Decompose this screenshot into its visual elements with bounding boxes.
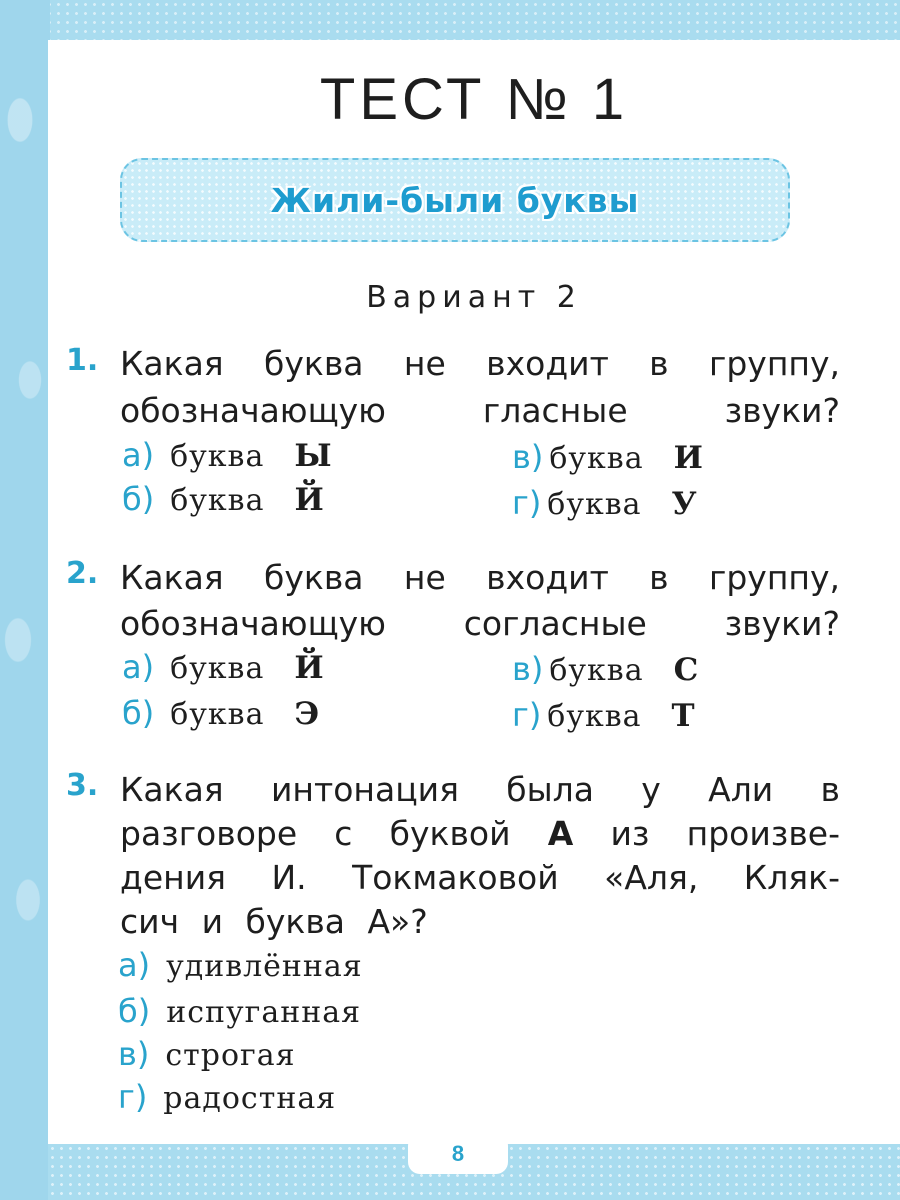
question-3-line-2-post: из произве- xyxy=(610,814,840,853)
option-answer: У xyxy=(671,486,697,522)
question-3-bold-letter: А xyxy=(547,814,574,853)
question-1-number: 1. xyxy=(66,343,99,378)
decorative-side-border xyxy=(0,0,50,1200)
option-word: буква xyxy=(549,653,644,688)
question-2-option-g[interactable] xyxy=(512,696,695,734)
test-title: ТЕСТ № 1 xyxy=(319,67,629,132)
question-3-line-4: сич и буква А»? xyxy=(120,902,428,941)
question-2-line-2: обозначающую согласные звуки? xyxy=(120,604,840,643)
option-text: радостная xyxy=(163,1081,337,1116)
question-3-option-b[interactable] xyxy=(118,992,361,1030)
option-word: буква xyxy=(549,441,644,476)
option-word: буква xyxy=(170,483,265,518)
option-answer: Й xyxy=(294,650,324,686)
option-letter: а) xyxy=(122,436,155,474)
question-1-line-2: обозначающую гласные звуки? xyxy=(120,391,840,430)
page-number-tab xyxy=(408,1134,508,1174)
option-letter: в) xyxy=(512,438,544,476)
option-word: буква xyxy=(547,699,642,734)
question-1-option-g[interactable] xyxy=(512,484,697,522)
option-letter: в) xyxy=(512,650,544,688)
topic-banner xyxy=(120,158,790,242)
question-1-option-a[interactable] xyxy=(122,436,332,474)
question-3-line-2-pre: разговоре с буквой xyxy=(120,814,511,853)
question-2-number: 2. xyxy=(66,556,99,591)
question-3-option-a[interactable] xyxy=(118,946,363,984)
topic-banner-text: Жили-были буквы xyxy=(270,180,640,220)
option-answer: И xyxy=(673,440,703,476)
question-1-option-b[interactable] xyxy=(122,480,324,518)
option-text: строгая xyxy=(165,1038,296,1073)
option-letter: б) xyxy=(118,992,151,1030)
option-answer: Ы xyxy=(294,438,332,474)
question-1-line-1: Какая буква не входит в группу, xyxy=(120,344,840,383)
option-answer: Э xyxy=(294,696,320,732)
question-2-option-v[interactable] xyxy=(512,650,698,688)
option-answer: С xyxy=(673,652,699,688)
question-3-line-3: дения И. Токмаковой «Аля, Кляк- xyxy=(120,858,840,897)
option-letter: б) xyxy=(122,694,155,732)
option-text: удивлённая xyxy=(166,949,363,984)
question-1-option-v[interactable] xyxy=(512,438,703,476)
question-2-option-b[interactable] xyxy=(122,694,319,732)
option-letter: а) xyxy=(118,946,151,984)
option-letter: в) xyxy=(118,1035,150,1073)
option-word: буква xyxy=(547,487,642,522)
option-word: буква xyxy=(170,439,265,474)
page-number: 8 xyxy=(451,1141,465,1166)
option-word: буква xyxy=(170,697,265,732)
option-letter: г) xyxy=(118,1078,148,1116)
question-3-option-g[interactable] xyxy=(118,1078,336,1116)
option-letter: г) xyxy=(512,484,542,522)
question-3-line-1: Какая интонация была у Али в xyxy=(120,770,840,809)
question-3-option-v[interactable] xyxy=(118,1035,296,1073)
option-letter: г) xyxy=(512,696,542,734)
question-2-line-1: Какая буква не входит в группу, xyxy=(120,558,840,597)
variant-label: Вариант 2 xyxy=(366,280,582,315)
option-answer: Й xyxy=(294,482,324,518)
option-letter: а) xyxy=(122,648,155,686)
question-3-number: 3. xyxy=(66,768,99,803)
option-word: буква xyxy=(170,651,265,686)
option-letter: б) xyxy=(122,480,155,518)
option-text: испуганная xyxy=(166,995,362,1030)
option-answer: Т xyxy=(671,698,695,734)
question-2-option-a[interactable] xyxy=(122,648,324,686)
